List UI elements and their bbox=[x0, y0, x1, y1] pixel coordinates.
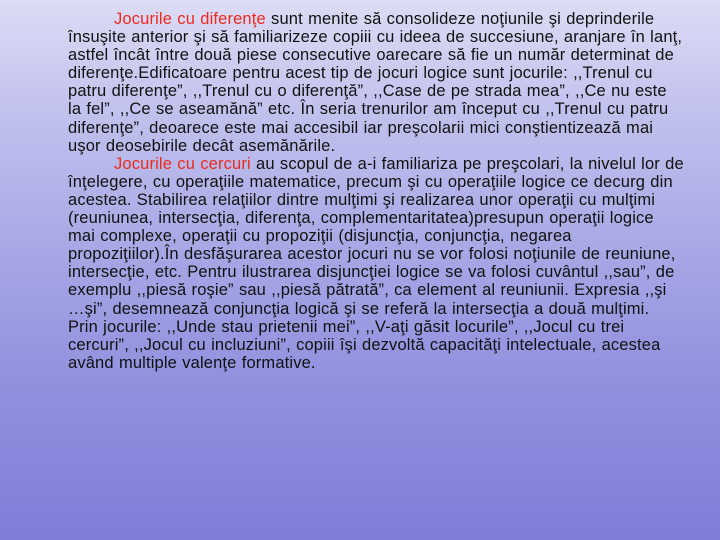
paragraph-cercuri-text: au scopul de a-i familiariza pe preşcolari, la nivelul lor de înţelegere, cu operaţiile matematice, precum şi cu operaţiile logice ce decurg din acestea. Stabilirea relaţiilor dintre mulţimi şi realizarea unor operaţii cu mulţimi (reuniunea, intersecţia, diferenţa, complementaritatea)presupun operaţii logice mai complexe, operaţii cu propoziţii (disjuncţia, conjuncţia, negarea propoziţiilor).În desfăşurarea acestor jocuri nu se vor folosi noţiunile de reuniune, intersecţie, etc. Pentru ilustrarea disjuncţiei logice se va folosi cuvântul ,,sau”, de exemplu ,,piesă roşie” sau ,,piesă pătrată”, ca element al reuniunii. Expresia ,,şi …şi”, desemnează conjuncţia logică şi se referă la intersecţia a două mulţimi. Prin jocurile: ,,Unde stau prietenii mei”, ,,V-aţi găsit locurile”, ,,Jocul cu trei cercuri”, ,,Jocul cu incluziuni”, copiii îşi dezvoltă capacităţi intelectuale, acestea având multiple valenţe formative. bbox=[68, 154, 684, 372]
slide-content bbox=[68, 10, 684, 372]
paragraph-diferente-text: sunt menite să consolideze noţiunile şi deprinderile însuşite anterior şi să familiarizeze copiii cu ideea de succesiune, aranjare în lanţ, astfel încât între două piese consecutive oarecare să fie un număr determinat de diferenţe.Edificatoare pentru acest tip de jocuri logice sunt jocurile: ,,Trenul cu patru diferenţe”, ,,Trenul cu o diferenţă”, ,,Case de pe strada mea”, ,,Ce nu este la fel”, ,,Ce se aseamănă” etc. În seria trenurilor am început cu ,,Trenul cu patru diferenţe”, deoarece este mai accesibil iar preşcolarii mici conştientizează mai uşor deosebirile decât asemănările. bbox=[68, 10, 683, 155]
heading-jocurile-cu-cercuri: Jocurile cu cercuri bbox=[114, 154, 251, 173]
paragraph-diferente bbox=[68, 10, 684, 155]
paragraph-cercuri bbox=[68, 155, 684, 372]
heading-jocurile-cu-diferente: Jocurile cu diferenţe bbox=[114, 10, 266, 28]
